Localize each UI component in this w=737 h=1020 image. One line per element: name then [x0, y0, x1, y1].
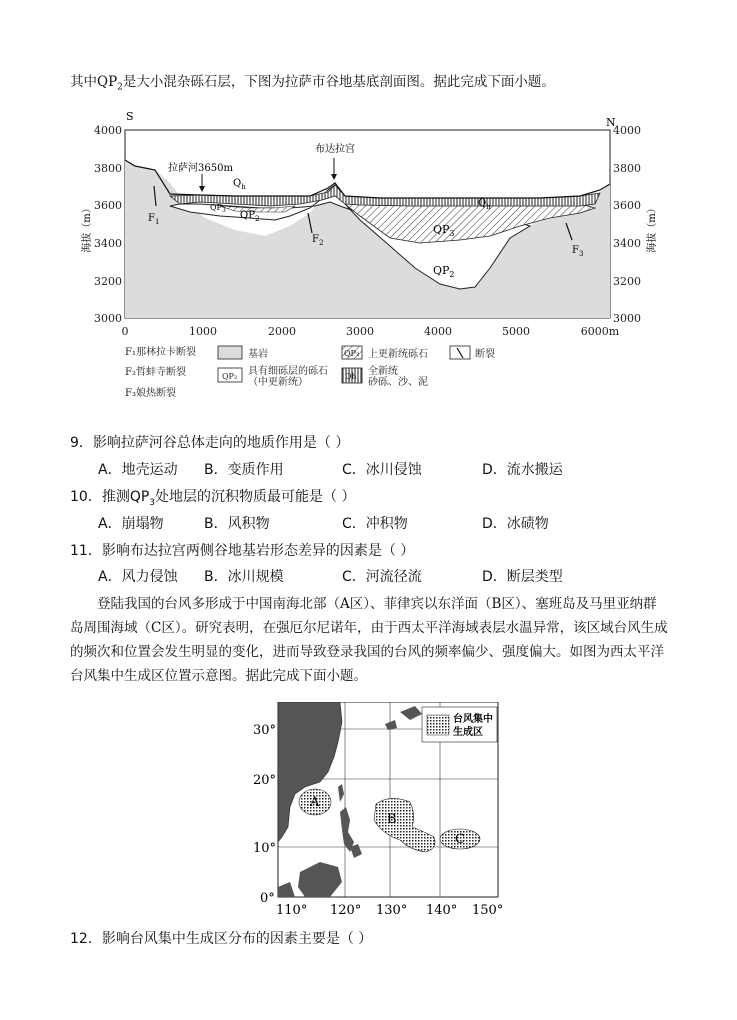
x-tick-4000: 4000 — [424, 325, 452, 338]
legend-f3: F₃娘热断裂 — [125, 388, 176, 399]
lon-150: 150° — [472, 903, 504, 918]
zone-a-label: A — [310, 795, 320, 810]
q10-sub: 3 — [149, 497, 156, 508]
map-legend-line2: 生成区 — [453, 727, 483, 738]
north-label: N — [606, 116, 616, 129]
qp3-label: $QP_3$ — [433, 223, 455, 238]
legend-f2: F₂哲蚌寺断裂 — [125, 367, 186, 378]
y-axis-label-right: 海拔（m） — [647, 203, 658, 253]
zone-b-label: B — [387, 812, 397, 827]
y-tick-4000-right: 4000 — [613, 124, 641, 137]
x-tick-6000: 6000m — [580, 325, 620, 338]
valley-profile-figure — [60, 108, 680, 408]
lat-20: 20° — [253, 773, 277, 788]
y-tick-4000-left: 4000 — [94, 124, 122, 137]
palace-label: 布达拉宫 — [315, 144, 355, 155]
intro-line — [70, 72, 555, 98]
typhoon-map — [250, 702, 520, 920]
river-label: 拉萨河3650m — [168, 163, 233, 174]
y-tick-3000-right: 3000 — [613, 312, 641, 325]
profile-legend — [125, 345, 495, 399]
q10-prefix: 10．推测QP — [70, 489, 150, 505]
qp2-label-left: $QP_2$ — [240, 210, 260, 223]
legend-qp2-text1: 具有细砾层的砾石 — [248, 366, 328, 377]
intro-sub: 2 — [117, 82, 123, 93]
legend-qh-text2: 砂砾、沙、泥 — [368, 377, 428, 388]
x-tick-0: 0 — [121, 325, 129, 338]
lat-0: 0° — [260, 891, 275, 906]
fault-f3-label: $F_3$ — [572, 245, 584, 258]
legend-qp2-text2: （中更新统） — [248, 377, 308, 388]
x-tick-1000: 1000 — [189, 325, 217, 338]
lat-30: 30° — [253, 723, 277, 738]
legend-fault-text: 断裂 — [475, 349, 495, 360]
fault-f2-label: $F_2$ — [312, 234, 324, 247]
legend-qp3-box-label: QP₃ — [344, 349, 360, 358]
right-axis — [613, 124, 641, 325]
question-9-stem: 9．影响拉萨河谷总体走向的地质作用是（ ） — [70, 435, 350, 451]
question-11-stem: 11．影响布达拉宫两侧谷地基岩形态差异的因素是（ ） — [70, 543, 415, 559]
south-label: S — [126, 110, 134, 123]
x-tick-5000: 5000 — [502, 325, 530, 338]
left-axis — [94, 124, 122, 325]
legend-bedrock: 基岩 — [248, 349, 268, 360]
lon-110: 110° — [276, 903, 308, 918]
y-tick-3800-right: 3800 — [613, 162, 641, 175]
q9-option-c: C．冰川侵蚀 — [342, 462, 422, 478]
x-axis — [122, 325, 620, 338]
legend-qh-box-label: Qh — [345, 372, 357, 381]
map-legend-swatch — [427, 715, 449, 735]
lon-130: 130° — [376, 903, 408, 918]
y-tick-3200-left: 3200 — [94, 275, 122, 288]
qp2-label: $QP_2$ — [433, 264, 455, 279]
q10-option-b: B．风积物 — [204, 516, 270, 532]
q10-suffix: 处地层的沉积物质最可能是（ ） — [155, 489, 356, 505]
q11-option-d: D．断层类型 — [482, 569, 563, 585]
question-12-stem: 12．影响台风集中生成区分布的因素主要是（ ） — [70, 931, 373, 947]
intro-prefix: 其中QP — [70, 74, 118, 90]
qh-label-left: $Q_h$ — [233, 178, 246, 191]
y-tick-3600-right: 3600 — [613, 199, 641, 212]
map-legend-line1: 台风集中 — [453, 714, 493, 725]
qh-label-right: $Q_h$ — [478, 198, 491, 211]
q9-option-a: A．地壳运动 — [98, 462, 178, 478]
q10-option-d: D．冰碛物 — [482, 516, 549, 532]
y-tick-3000-left: 3000 — [94, 312, 122, 325]
q11-option-b: B．冰川规模 — [204, 569, 284, 585]
intro-suffix: 是大小混杂砾石层，下图为拉萨市谷地基底剖面图。据此完成下面小题。 — [122, 74, 555, 90]
q10-option-a: A．崩塌物 — [98, 516, 164, 532]
zone-c-label: C — [455, 832, 465, 847]
x-tick-3000: 3000 — [346, 325, 374, 338]
lon-140: 140° — [426, 903, 458, 918]
y-tick-3600-left: 3600 — [94, 199, 122, 212]
y-tick-3400-right: 3400 — [613, 237, 641, 250]
legend-f1: F₁那林拉卡断裂 — [125, 347, 196, 358]
legend-qp2-box-label: QP₂ — [222, 372, 238, 381]
typhoon-paragraph: 登陆我国的台风多形成于中国南海北部（A区）、菲律宾以东洋面（B区）、塞班岛及马里亚纳群岛周围海域（C区）。研究表明，在强厄尔尼诺年，由于西太平洋海域表层水温异常，该区域台风生成的频次和位置会发生明显的变化，进而导致登录我国的台风的频率偏少、强度偏大。如图为西太平洋台风集中生成区位置示意图。据此完成下面小题。 — [70, 596, 668, 684]
y-tick-3200-right: 3200 — [613, 275, 641, 288]
y-axis-label-left: 海拔（m） — [82, 203, 93, 253]
q9-option-d: D．流水搬运 — [482, 462, 563, 478]
fault-f1-label: $F_1$ — [148, 213, 160, 226]
legend-qp3-text: 上更新统砾石 — [368, 349, 428, 360]
q10-option-c: C．冲积物 — [342, 516, 408, 532]
lat-10: 10° — [253, 841, 277, 856]
q11-option-c: C．河流径流 — [342, 569, 422, 585]
legend-bedrock-swatch — [218, 346, 242, 359]
x-tick-2000: 2000 — [268, 325, 296, 338]
lon-120: 120° — [330, 903, 362, 918]
legend-qh-text1: 全新统 — [368, 366, 398, 377]
q9-option-b: B．变质作用 — [204, 462, 284, 478]
y-tick-3400-left: 3400 — [94, 237, 122, 250]
q11-option-a: A．风力侵蚀 — [98, 569, 178, 585]
qp3-label-small: $QP_3$ — [210, 203, 226, 214]
y-tick-3800-left: 3800 — [94, 162, 122, 175]
question-10-stem — [70, 486, 355, 508]
